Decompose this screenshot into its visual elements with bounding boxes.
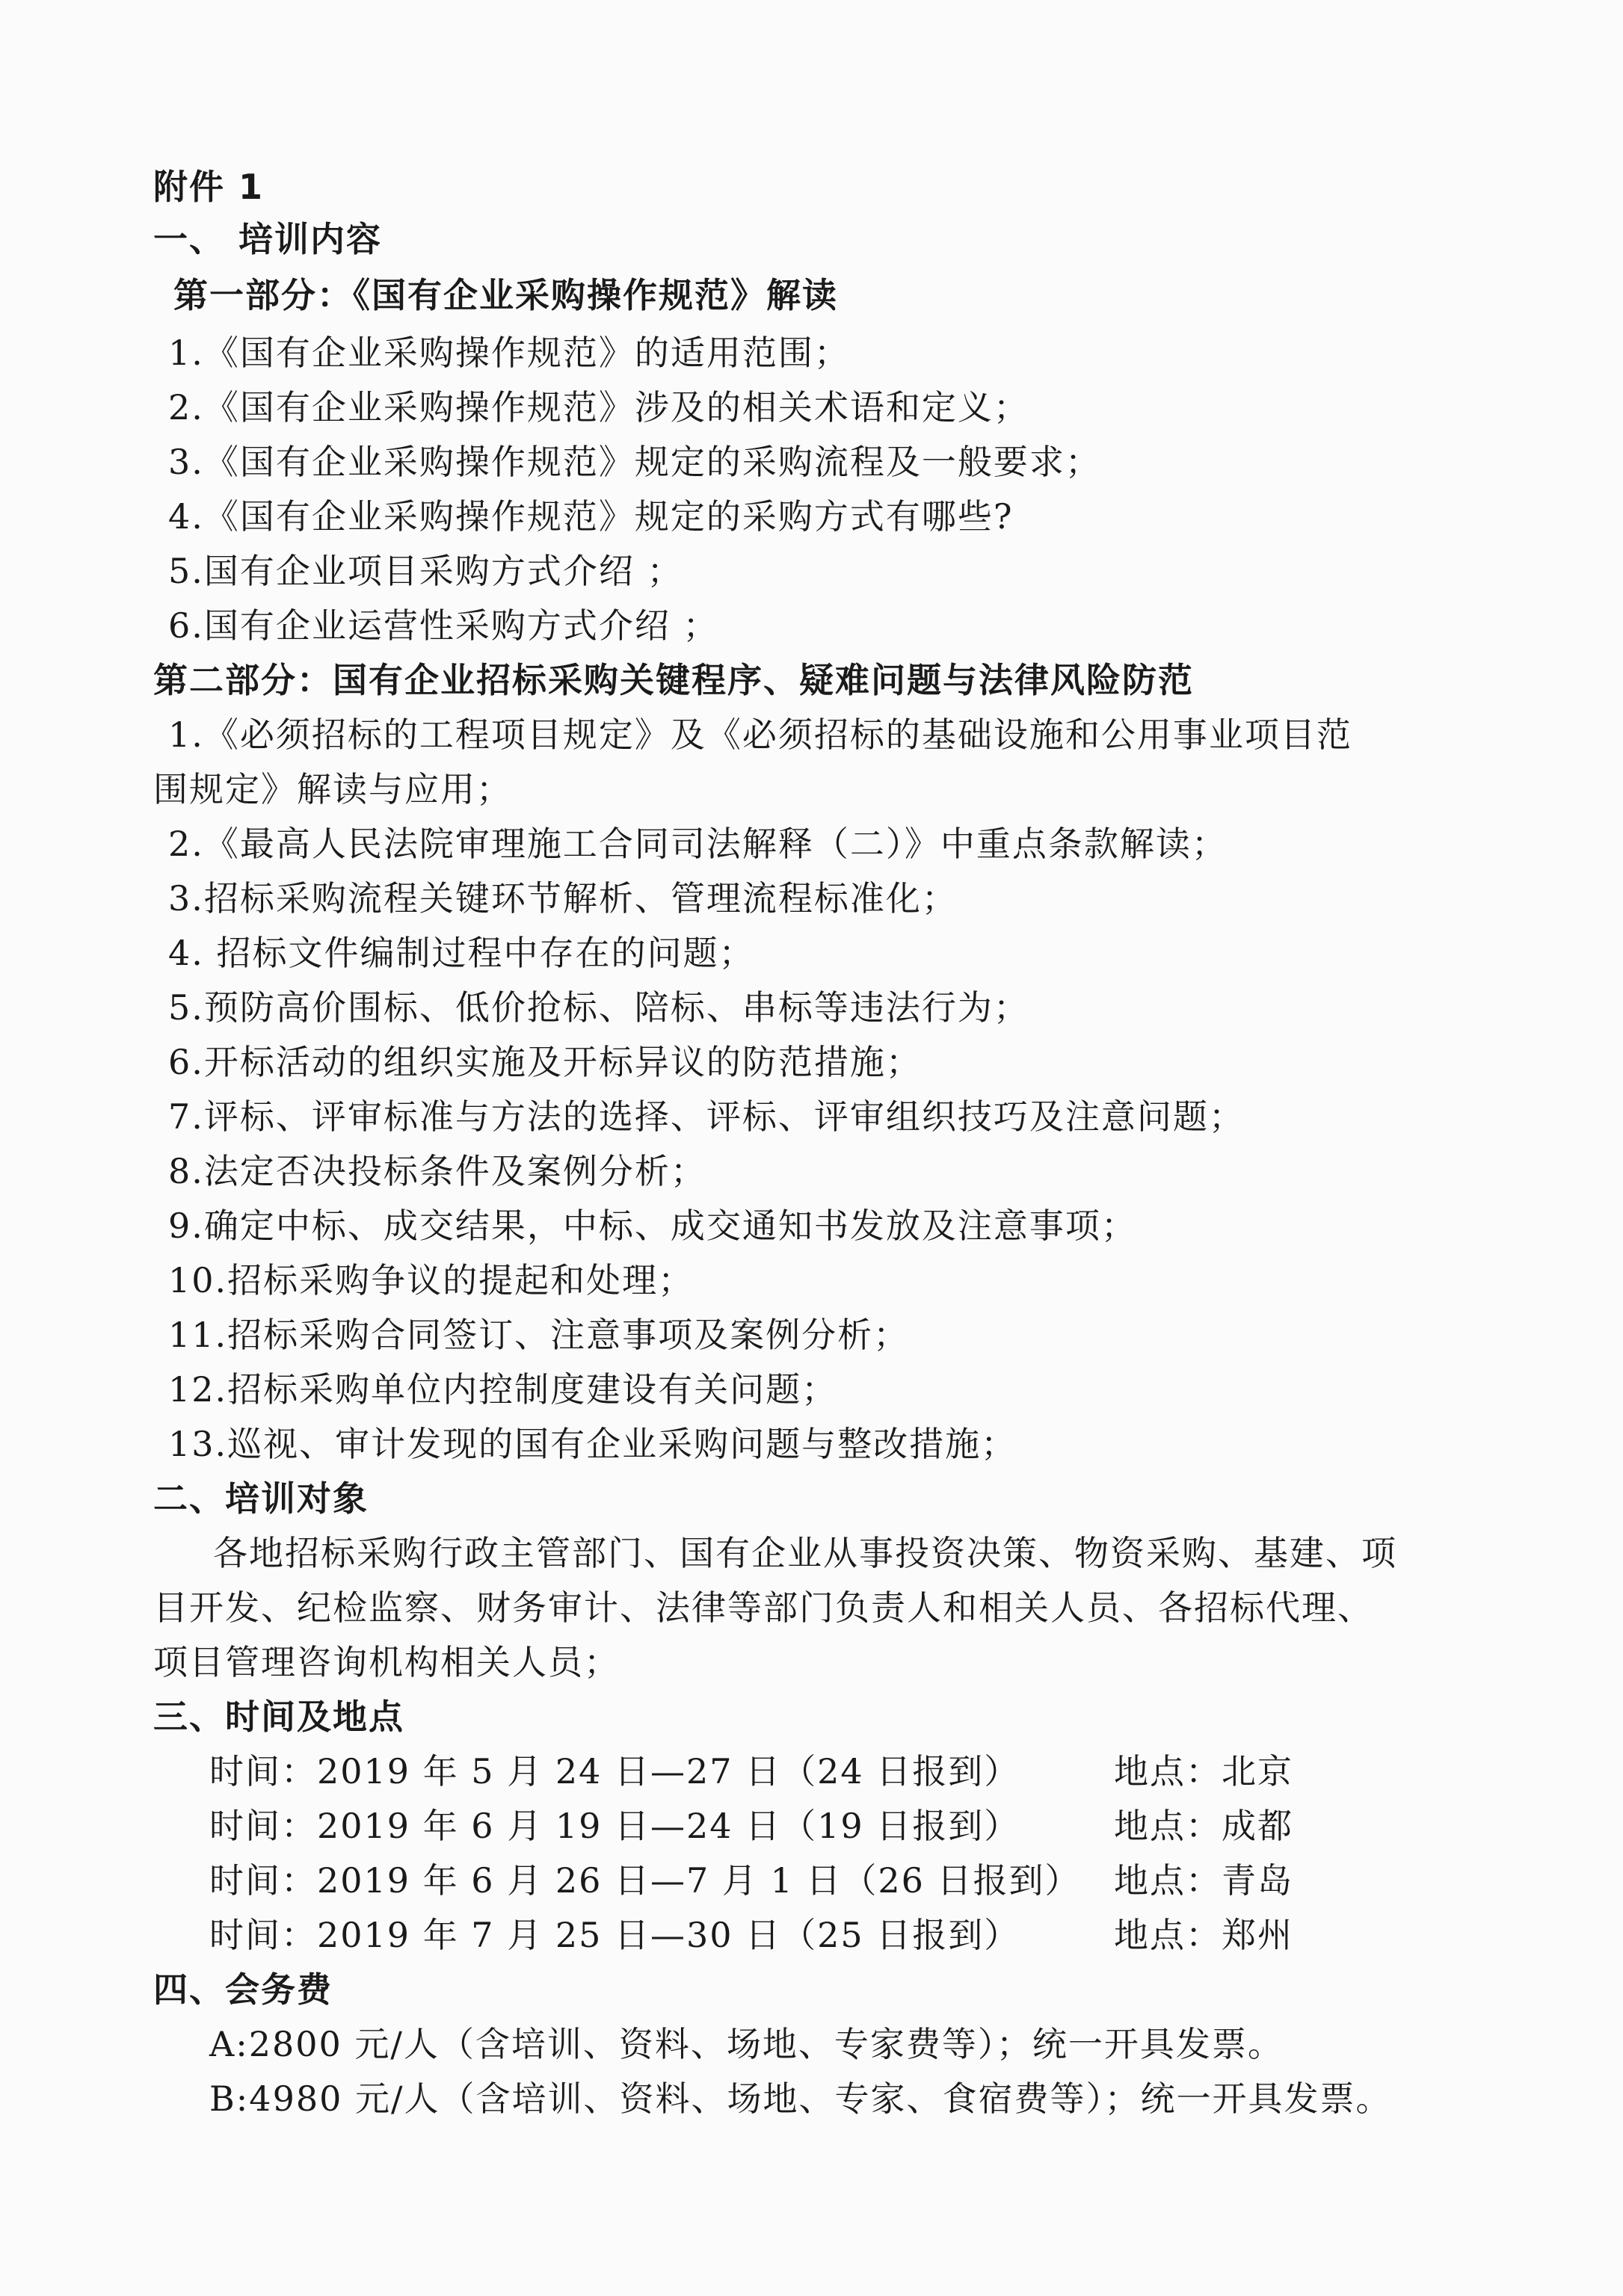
session-place: 地点：成都 [1114, 1806, 1293, 1846]
list-item: 2.《最高人民法院审理施工合同司法解释（二）》中重点条款解读； [168, 824, 1228, 864]
list-item: 6.国有企业运营性采购方式介绍 ； [168, 605, 719, 646]
paragraph-line: 目开发、纪检监察、财务审计、法律等部门负责人和相关人员、各招标代理、 [153, 1587, 1373, 1628]
list-item: 11.招标采购合同签订、注意事项及案例分析； [168, 1315, 910, 1355]
list-item: 2.《国有企业采购操作规范》涉及的相关术语和定义； [168, 387, 1029, 428]
attachment-label: 附件 1 [153, 167, 265, 207]
session-time: 时间：2019 年 5 月 24 日—27 日（24 日报到） [209, 1751, 1020, 1792]
list-item: 8.法定否决投标条件及案例分析； [168, 1151, 706, 1191]
session-place: 地点：郑州 [1114, 1915, 1293, 1955]
section-3-heading: 三、时间及地点 [153, 1697, 404, 1737]
paragraph-line: 项目管理咨询机构相关人员； [153, 1642, 620, 1682]
part-2-title: 第二部分：国有企业招标采购关键程序、疑难问题与法律风险防范 [153, 660, 1194, 700]
paragraph-line: 各地招标采购行政主管部门、国有企业从事投资决策、物资采购、基建、项 [213, 1533, 1397, 1573]
fee-line: A:2800 元/人（含培训、资料、场地、专家费等）；统一开具发票。 [209, 2024, 1284, 2064]
list-item: 3.《国有企业采购操作规范》规定的采购流程及一般要求； [168, 442, 1101, 482]
list-item: 4. 招标文件编制过程中存在的问题； [168, 933, 755, 973]
session-time: 时间：2019 年 6 月 19 日—24 日（19 日报到） [209, 1806, 1020, 1846]
list-item: 7.评标、评审标准与方法的选择、评标、评审组织技巧及注意问题； [168, 1096, 1245, 1137]
section-4-heading: 四、会务费 [153, 1969, 333, 2010]
list-item-continuation: 围规定》解读与应用； [153, 769, 512, 809]
session-place: 地点：北京 [1114, 1751, 1293, 1792]
list-item: 4.《国有企业采购操作规范》规定的采购方式有哪些? [168, 496, 1014, 537]
session-time: 时间：2019 年 6 月 26 日—7 月 1 日（26 日报到） [209, 1860, 1081, 1901]
list-item: 6.开标活动的组织实施及开标异议的防范措施； [168, 1042, 922, 1082]
list-item: 10.招标采购争议的提起和处理； [168, 1260, 695, 1300]
section-1-heading: 一、 培训内容 [153, 219, 383, 259]
session-place: 地点：青岛 [1114, 1860, 1293, 1901]
list-item: 1.《必须招标的工程项目规定》及《必须招标的基础设施和公用事业项目范 [168, 715, 1352, 755]
list-item: 5.预防高价围标、低价抢标、陪标、串标等违法行为； [168, 987, 1029, 1028]
list-item: 13.巡视、审计发现的国有企业采购问题与整改措施； [168, 1424, 1017, 1464]
session-time: 时间：2019 年 7 月 25 日—30 日（25 日报到） [209, 1915, 1020, 1955]
list-item: 12.招标采购单位内控制度建设有关问题； [168, 1369, 838, 1410]
list-item: 5.国有企业项目采购方式介绍 ； [168, 551, 683, 591]
section-2-heading: 二、培训对象 [153, 1478, 369, 1519]
list-item: 3.招标采购流程关键环节解析、管理流程标准化； [168, 878, 958, 919]
list-item: 1.《国有企业采购操作规范》的适用范围； [168, 333, 850, 373]
fee-line: B:4980 元/人（含培训、资料、场地、专家、食宿费等）；统一开具发票。 [209, 2079, 1392, 2119]
list-item: 9.确定中标、成交结果，中标、成交通知书发放及注意事项； [168, 1206, 1137, 1246]
part-1-title: 第一部分：《国有企业采购操作规范》解读 [173, 275, 838, 315]
